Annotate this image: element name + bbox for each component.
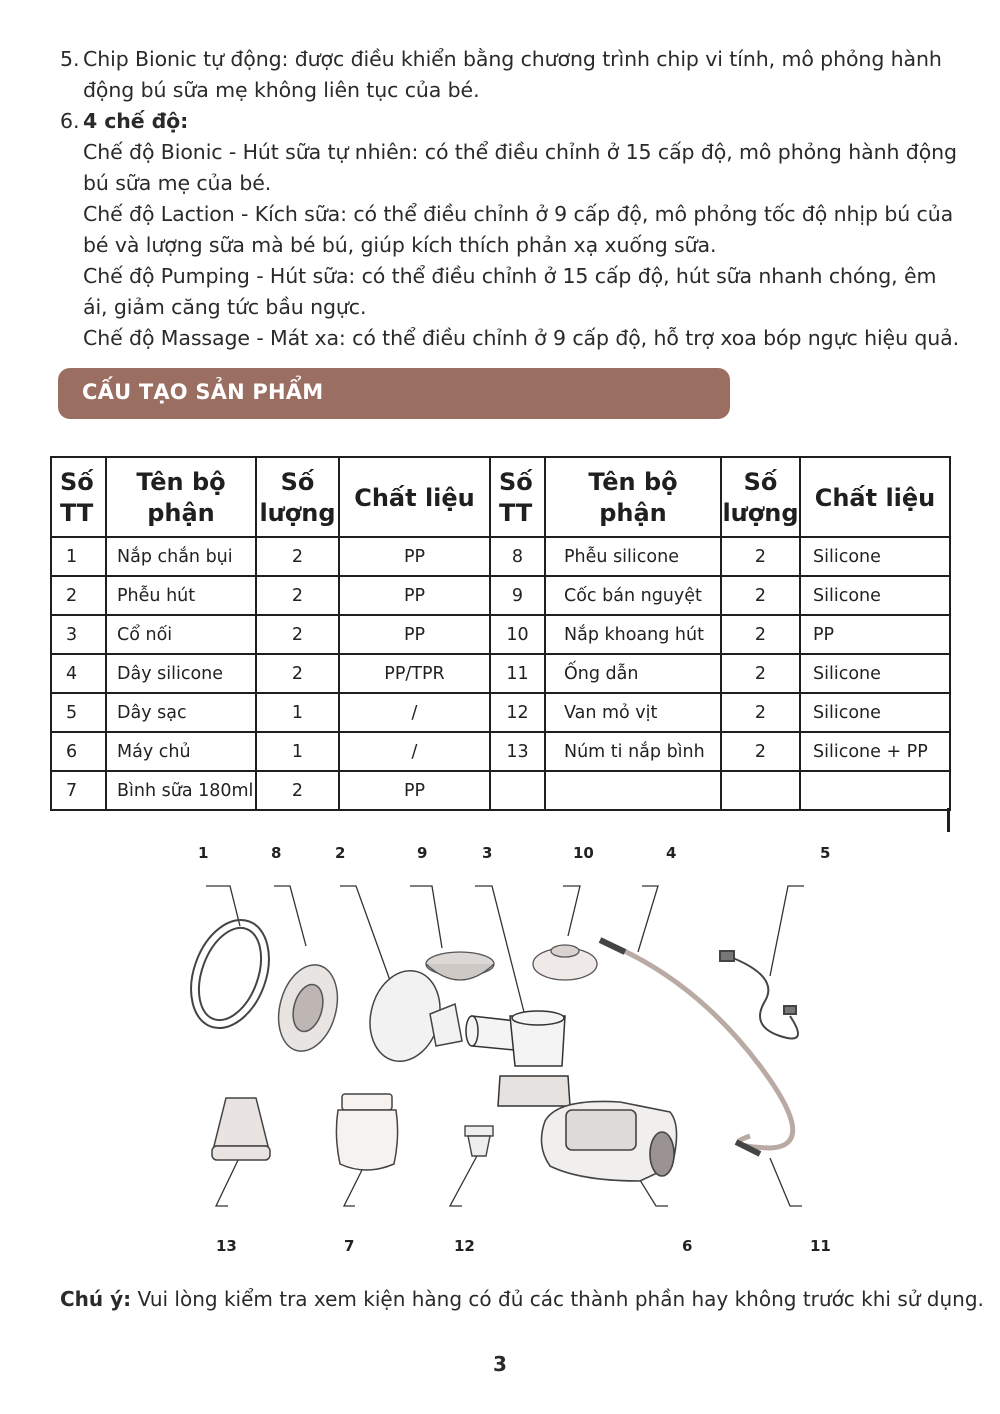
cell-qty: 2 — [256, 654, 339, 693]
half-moon-cup — [426, 952, 494, 980]
milk-bottle — [336, 1094, 397, 1170]
item-text: Chip Bionic tự động: được điều khiển bằng chương trình chip vi tính, mô phỏng hành động bú sữa mẹ không liên tục của bé. — [83, 47, 942, 102]
main-unit — [541, 1101, 676, 1181]
callout-11: 11 — [810, 1237, 831, 1255]
cell-name: Cốc bán nguyệt — [545, 576, 721, 615]
cell-no: 6 — [51, 732, 106, 771]
cell-qty — [721, 771, 800, 810]
callout-2: 2 — [335, 844, 346, 862]
table-row — [51, 654, 950, 693]
table-row — [51, 771, 950, 810]
mode-pumping: Chế độ Pumping - Hút sữa: có thể điều chỉnh ở 15 cấp độ, hút sữa nhanh chóng, êm ái, giảm căng tức bầu ngực. — [83, 264, 937, 319]
cell-name: Bình sữa 180ml — [106, 771, 256, 810]
header-material: Chất liệu — [800, 457, 950, 537]
cell-material: Silicone — [800, 654, 950, 693]
cell-material — [800, 771, 950, 810]
dust-cap-ring — [180, 909, 283, 1039]
cell-no: 1 — [51, 537, 106, 576]
cell-material: PP — [339, 615, 490, 654]
header-no: Số TT — [51, 457, 106, 537]
cell-name: Cổ nối — [106, 615, 256, 654]
cell-material: Silicone + PP — [800, 732, 950, 771]
cell-name: Dây sạc — [106, 693, 256, 732]
silicone-funnel — [270, 958, 347, 1057]
header-part-name: Tên bộ phận — [545, 457, 721, 537]
parts-diagram — [180, 836, 860, 1262]
item-number: 5. — [60, 47, 80, 71]
cell-material: PP/TPR — [339, 654, 490, 693]
cell-no: 13 — [490, 732, 545, 771]
cell-material: Silicone — [800, 537, 950, 576]
callout-12: 12 — [454, 1237, 475, 1255]
header-part-name: Tên bộ phận — [106, 457, 256, 537]
charging-cable — [720, 951, 798, 1039]
cell-material: / — [339, 732, 490, 771]
duckbill-valve — [465, 1126, 493, 1156]
feature-item-6 — [60, 106, 960, 354]
cell-name: Phễu hút — [106, 576, 256, 615]
cell-no: 10 — [490, 615, 545, 654]
callout-13: 13 — [216, 1237, 237, 1255]
table-row — [51, 537, 950, 576]
cell-qty: 2 — [721, 654, 800, 693]
parts-table — [50, 456, 951, 811]
cell-no: 12 — [490, 693, 545, 732]
cell-no: 4 — [51, 654, 106, 693]
table-header-row — [51, 457, 950, 537]
connector — [466, 1011, 570, 1106]
item-number: 6. — [60, 109, 80, 133]
parts-illustration — [180, 836, 860, 1262]
cell-qty: 2 — [256, 771, 339, 810]
cell-name: Máy chủ — [106, 732, 256, 771]
cell-name: Dây silicone — [106, 654, 256, 693]
callout-9: 9 — [417, 844, 428, 862]
feature-item-5 — [60, 44, 960, 106]
mode-bionic: Chế độ Bionic - Hút sữa tự nhiên: có thể điều chỉnh ở 15 cấp độ, mô phỏng hành động bú sữa mẹ của bé. — [83, 140, 957, 195]
table-row — [51, 576, 950, 615]
cell-qty: 1 — [256, 732, 339, 771]
cell-material: PP — [339, 576, 490, 615]
cell-no: 8 — [490, 537, 545, 576]
item-heading: 4 chế độ: — [83, 109, 189, 133]
feature-list — [60, 44, 960, 354]
header-material: Chất liệu — [339, 457, 490, 537]
cell-material: PP — [339, 537, 490, 576]
cell-material: / — [339, 693, 490, 732]
callout-5: 5 — [820, 844, 831, 862]
callout-7: 7 — [344, 1237, 355, 1255]
callout-8: 8 — [271, 844, 282, 862]
callout-3: 3 — [482, 844, 493, 862]
table-row — [51, 693, 950, 732]
cell-material: Silicone — [800, 693, 950, 732]
cell-no: 5 — [51, 693, 106, 732]
cell-name: Phễu silicone — [545, 537, 721, 576]
usage-note — [60, 1287, 984, 1311]
cell-material: PP — [339, 771, 490, 810]
callout-10: 10 — [573, 844, 594, 862]
cell-name: Núm ti nắp bình — [545, 732, 721, 771]
callout-1: 1 — [198, 844, 209, 862]
cell-no: 11 — [490, 654, 545, 693]
cell-qty: 2 — [721, 615, 800, 654]
chamber-cover — [533, 945, 597, 980]
cell-name: Ống dẫn — [545, 654, 721, 693]
cell-name: Nắp chắn bụi — [106, 537, 256, 576]
mode-laction: Chế độ Laction - Kích sữa: có thể điều chỉnh ở 9 cấp độ, mô phỏng tốc độ nhịp bú của bé và lượng sữa mà bé bú, giúp kích thích phản xạ xuống sữa. — [83, 202, 954, 257]
table-row — [51, 615, 950, 654]
nipple-cap — [212, 1098, 270, 1160]
cell-no: 7 — [51, 771, 106, 810]
cell-no — [490, 771, 545, 810]
cell-qty: 2 — [721, 732, 800, 771]
callout-6: 6 — [682, 1237, 693, 1255]
cell-qty: 2 — [721, 576, 800, 615]
mode-massage: Chế độ Massage - Mát xa: có thể điều chỉnh ở 9 cấp độ, hỗ trợ xoa bóp ngực hiệu quả. — [83, 326, 960, 350]
table-edge-line — [947, 808, 950, 832]
page-number: 3 — [493, 1352, 507, 1376]
table-row — [51, 732, 950, 771]
cell-qty: 2 — [256, 615, 339, 654]
cell-qty: 2 — [256, 537, 339, 576]
header-quantity: Số lượng — [256, 457, 339, 537]
note-label: Chú ý: — [60, 1287, 132, 1311]
cell-qty: 1 — [256, 693, 339, 732]
cell-name: Van mỏ vịt — [545, 693, 721, 732]
cell-no: 9 — [490, 576, 545, 615]
section-title: CẤU TẠO SẢN PHẨM — [82, 380, 324, 404]
section-header-bar — [58, 368, 730, 419]
breast-shield — [360, 963, 462, 1069]
header-quantity: Số lượng — [721, 457, 800, 537]
cell-name: Nắp khoang hút — [545, 615, 721, 654]
cell-no: 2 — [51, 576, 106, 615]
header-no: Số TT — [490, 457, 545, 537]
cell-no: 3 — [51, 615, 106, 654]
callout-4: 4 — [666, 844, 677, 862]
cell-qty: 2 — [256, 576, 339, 615]
cell-material: PP — [800, 615, 950, 654]
note-text: Vui lòng kiểm tra xem kiện hàng có đủ các thành phần hay không trước khi sử dụng. — [131, 1287, 984, 1311]
cell-material: Silicone — [800, 576, 950, 615]
cell-qty: 2 — [721, 693, 800, 732]
cell-qty: 2 — [721, 537, 800, 576]
cell-name — [545, 771, 721, 810]
